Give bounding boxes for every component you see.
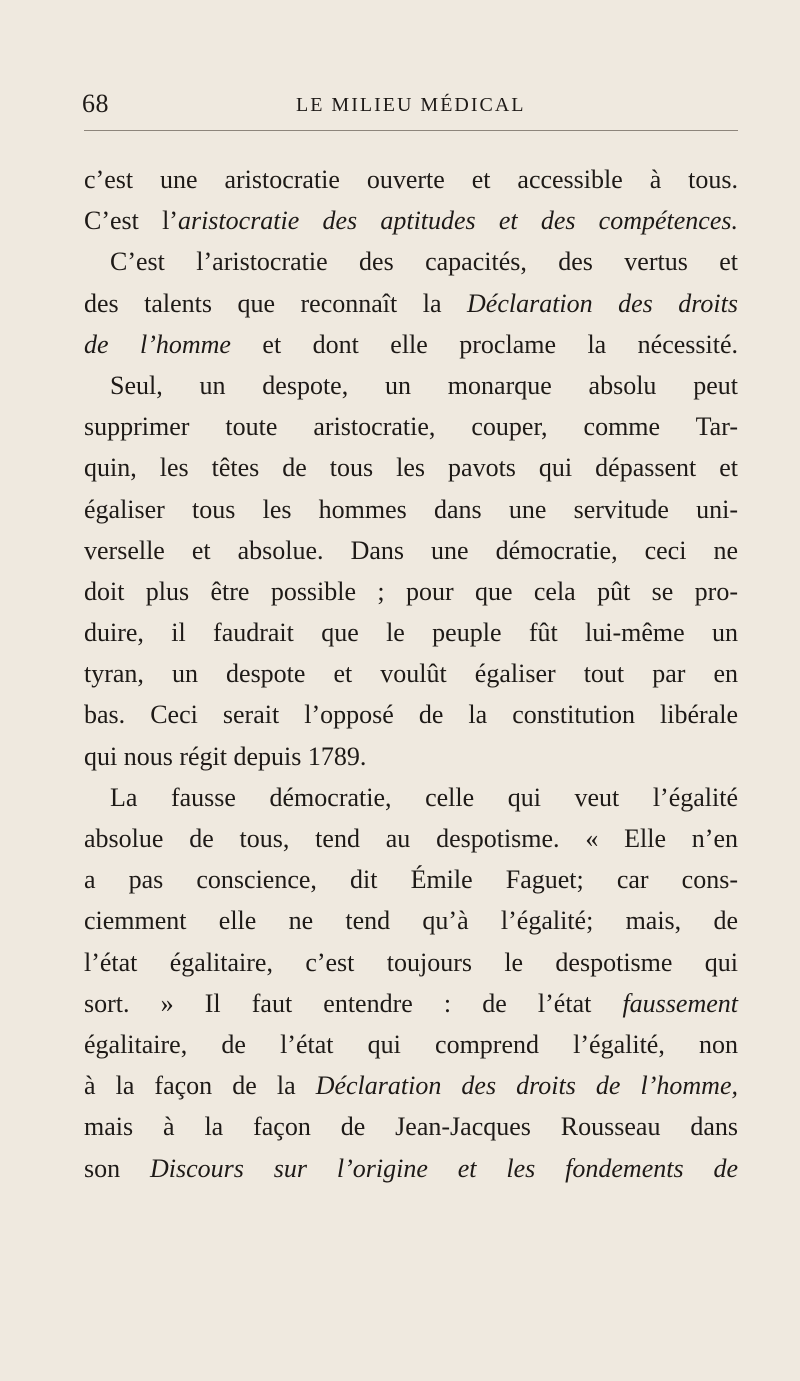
text-segment: l’ — [162, 206, 178, 236]
text-segment: tyran, un despote et voulût égaliser tout par en — [84, 659, 738, 689]
text-line — [84, 1106, 738, 1147]
body-text — [84, 159, 738, 1189]
text-line — [84, 530, 738, 571]
text-segment: La fausse démocratie, celle qui veut l’égalité — [110, 782, 738, 812]
italic-text-segment: aristocratie des aptitudes et des compétences. — [177, 206, 738, 236]
text-line — [84, 694, 738, 735]
text-segment: duire, il faudrait que le peuple fût lui-même un — [84, 618, 738, 648]
text-line — [84, 406, 738, 447]
text-line — [84, 859, 738, 900]
text-segment: égalitaire, de l’état qui comprend l’égalité, non — [84, 1029, 738, 1059]
text-line — [84, 653, 738, 694]
text-segment: supprimer toute aristocratie, couper, comme Tar- — [84, 412, 738, 442]
text-segment: a pas conscience, dit Émile Faguet; car cons- — [84, 865, 738, 895]
text-segment: à la façon de la — [84, 1071, 316, 1101]
text-line — [84, 324, 738, 365]
text-segment: doit plus être possible ; pour que cela pût se pro- — [84, 576, 738, 606]
text-segment: absolue de tous, tend au despotisme. « Elle n’en — [84, 824, 738, 853]
page-header — [82, 88, 740, 120]
text-segment: C’est — [84, 206, 163, 236]
text-line — [84, 200, 738, 241]
text-segment: ciemment elle ne tend qu’à l’égalité; mais, de — [84, 906, 738, 936]
text-line — [84, 489, 738, 530]
italic-text-segment: Discours sur l’origine et les fondements de — [150, 1153, 738, 1183]
header-rule — [84, 130, 738, 131]
text-segment: égaliser tous les hommes dans une servitude uni- — [84, 494, 738, 524]
text-line — [84, 1024, 738, 1065]
text-segment: C’est l’aristocratie des capacités, des vertus et — [110, 247, 738, 277]
italic-text-segment: faussement — [622, 988, 738, 1018]
text-line — [84, 159, 738, 200]
text-segment: son — [84, 1153, 150, 1183]
text-line — [84, 571, 738, 612]
text-segment: sort. » Il faut entendre : de l’état — [84, 988, 623, 1018]
italic-text-segment: de l’homme — [84, 329, 231, 359]
text-segment: quin, les têtes de tous les pavots qui dépassent et — [84, 453, 738, 483]
text-segment: mais à la façon de Jean-Jacques Rousseau dans — [84, 1112, 738, 1142]
text-line — [84, 900, 738, 941]
italic-text-segment: Déclaration des droits — [467, 288, 738, 318]
text-line — [84, 983, 738, 1024]
text-line — [84, 241, 738, 282]
text-line — [84, 777, 738, 818]
text-segment: Seul, un despote, un monarque absolu peut — [110, 370, 738, 400]
text-line — [84, 818, 738, 859]
text-line — [84, 447, 738, 488]
text-segment: et dont elle proclame la nécessité. — [230, 329, 738, 359]
text-segment: c’est une aristocratie ouverte et accessible à tous. — [84, 165, 738, 194]
text-segment: verselle et absolue. Dans une démocratie, ceci ne — [84, 535, 738, 565]
text-line — [84, 736, 738, 777]
text-segment: bas. Ceci serait l’opposé de la constitution libérale — [84, 700, 738, 730]
text-line — [84, 612, 738, 653]
text-line — [84, 1065, 738, 1106]
text-segment: des talents que reconnaît la — [84, 288, 467, 318]
text-segment: l’état égalitaire, c’est toujours le despotisme qui — [84, 947, 738, 977]
text-line — [84, 365, 738, 406]
page-number: 68 — [82, 89, 109, 118]
italic-text-segment: Déclaration des droits de l’homme, — [315, 1071, 738, 1101]
text-line — [84, 283, 738, 324]
text-segment: qui nous régit depuis 1789. — [84, 741, 367, 771]
running-title: LE MILIEU MÉDICAL — [296, 94, 526, 116]
text-line — [84, 1148, 738, 1189]
text-line — [84, 942, 738, 983]
